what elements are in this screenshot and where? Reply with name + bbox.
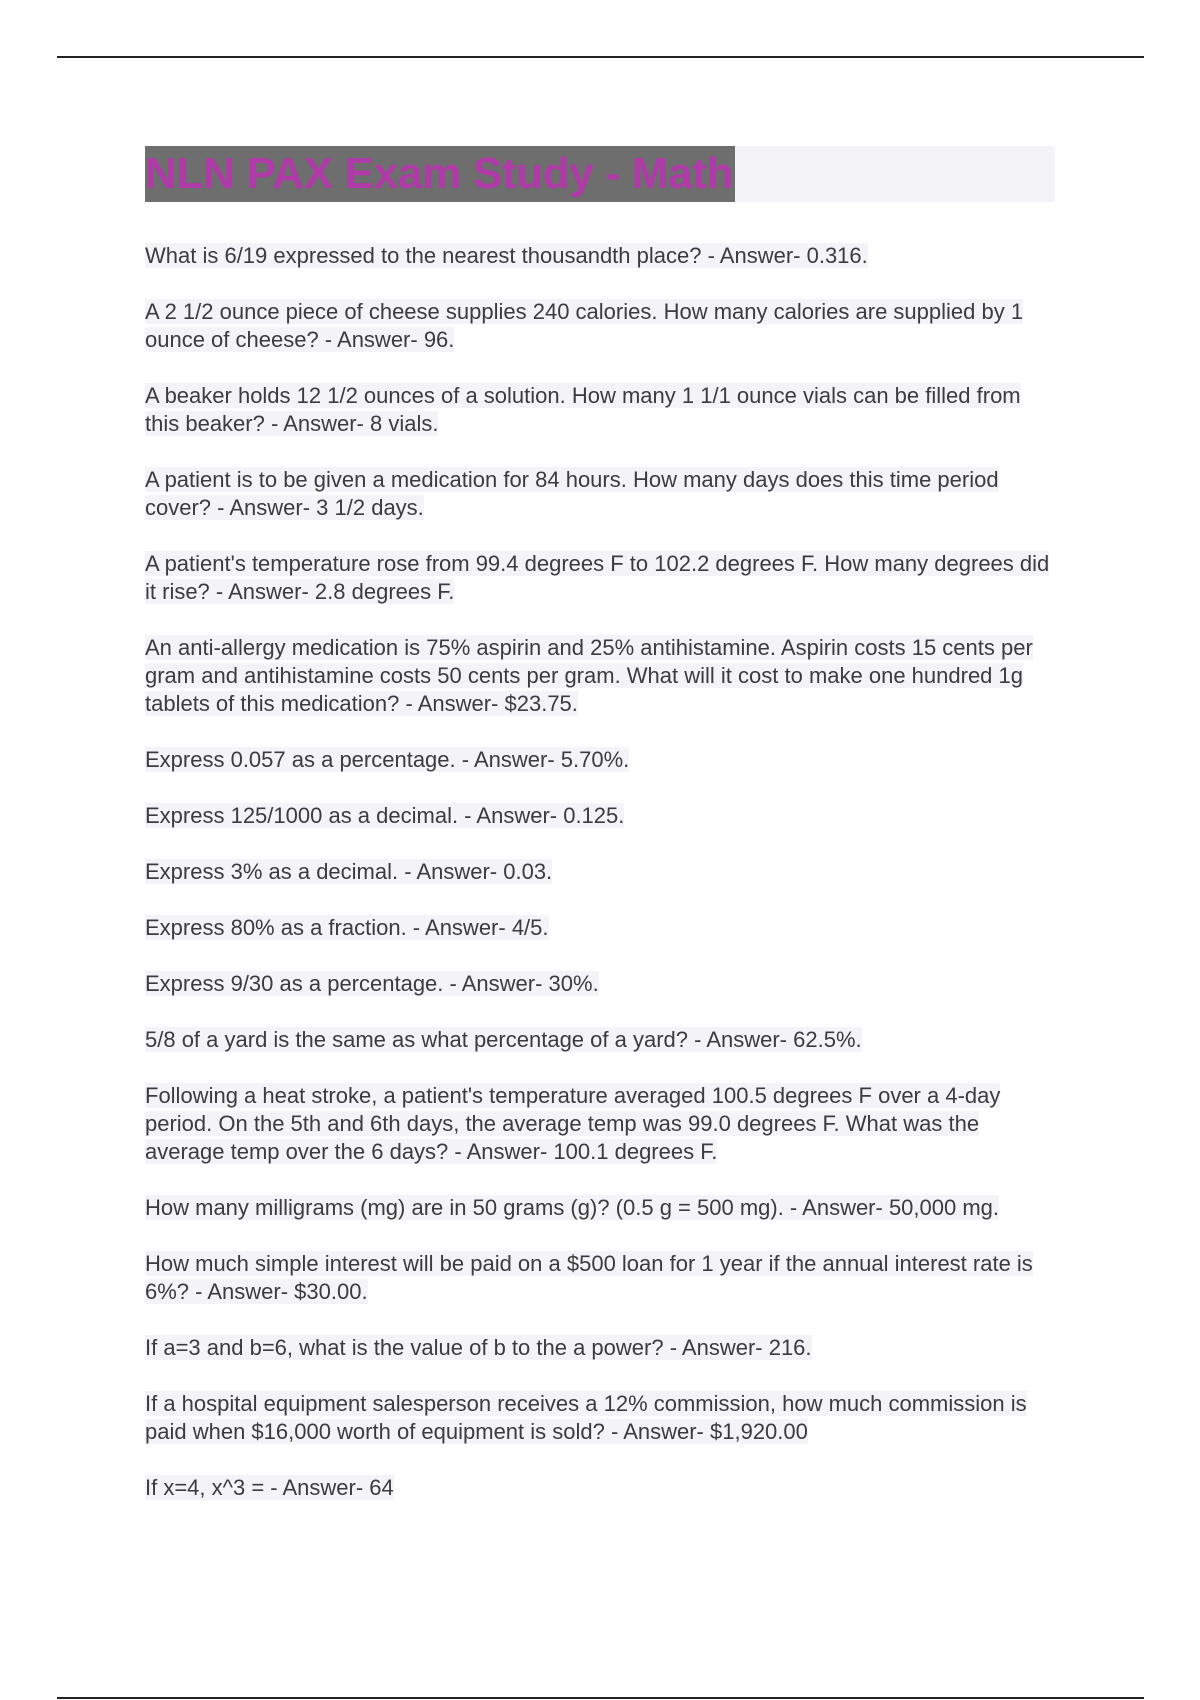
qa-text: If a=3 and b=6, what is the value of b to the a power? - Answer- 216.: [145, 1335, 812, 1360]
qa-text: Following a heat stroke, a patient's temperature averaged 100.5 degrees F over a 4-day period. On the 5th and 6th days, the average temp was 99.0 degrees F. What was the average temp over the 6 days? - Answer- 100.1 degrees F.: [145, 1083, 1001, 1164]
qa-item: [145, 1194, 1055, 1222]
title-row: [145, 146, 1055, 202]
document-body: [145, 146, 1055, 1530]
qa-item: [145, 914, 1055, 942]
qa-text: How much simple interest will be paid on a $500 loan for 1 year if the annual interest rate is 6%? - Answer- $30.00.: [145, 1251, 1033, 1304]
qa-text: If a hospital equipment salesperson receives a 12% commission, how much commission is paid when $16,000 worth of equipment is sold? - Answer- $1,920.00: [145, 1391, 1027, 1444]
qa-item: [145, 802, 1055, 830]
qa-item: [145, 466, 1055, 522]
qa-item: [145, 970, 1055, 998]
qa-text: A patient is to be given a medication for 84 hours. How many days does this time period cover? - Answer- 3 1/2 days.: [145, 467, 999, 520]
qa-text: Express 9/30 as a percentage. - Answer- 30%.: [145, 971, 599, 996]
page-title: NLN PAX Exam Study - Math: [145, 146, 735, 202]
qa-text: Express 125/1000 as a decimal. - Answer- 0.125.: [145, 803, 625, 828]
bottom-rule: [57, 1697, 1144, 1699]
qa-item: [145, 634, 1055, 718]
qa-item: [145, 1390, 1055, 1446]
qa-item: [145, 1250, 1055, 1306]
qa-item: [145, 382, 1055, 438]
qa-item: [145, 1474, 1055, 1502]
qa-item: [145, 550, 1055, 606]
qa-item: [145, 746, 1055, 774]
qa-text: Express 0.057 as a percentage. - Answer- 5.70%.: [145, 747, 630, 772]
top-rule: [57, 56, 1144, 58]
qa-item: [145, 858, 1055, 886]
qa-item: [145, 1082, 1055, 1166]
qa-text: A 2 1/2 ounce piece of cheese supplies 240 calories. How many calories are supplied by 1 ounce of cheese? - Answer- 96.: [145, 299, 1024, 352]
qa-item: [145, 242, 1055, 270]
qa-text: What is 6/19 expressed to the nearest thousandth place? - Answer- 0.316.: [145, 243, 868, 268]
qa-item: [145, 1026, 1055, 1054]
qa-text: 5/8 of a yard is the same as what percentage of a yard? - Answer- 62.5%.: [145, 1027, 862, 1052]
qa-text: Express 80% as a fraction. - Answer- 4/5.: [145, 915, 549, 940]
qa-item: [145, 1334, 1055, 1362]
qa-text: A patient's temperature rose from 99.4 degrees F to 102.2 degrees F. How many degrees did it rise? - Answer- 2.8 degrees F.: [145, 551, 1050, 604]
qa-text: How many milligrams (mg) are in 50 grams (g)? (0.5 g = 500 mg). - Answer- 50,000 mg.: [145, 1195, 1000, 1220]
qa-text: If x=4, x^3 = - Answer- 64: [145, 1475, 394, 1500]
qa-text: A beaker holds 12 1/2 ounces of a solution. How many 1 1/1 ounce vials can be filled from this beaker? - Answer- 8 vials.: [145, 383, 1021, 436]
qa-item: [145, 298, 1055, 354]
qa-text: An anti-allergy medication is 75% aspirin and 25% antihistamine. Aspirin costs 15 cents per gram and antihistamine costs 50 cents per gram. What will it cost to make one hundred 1g tablets of this medication? - Answer- $23.75.: [145, 635, 1033, 716]
qa-text: Express 3% as a decimal. - Answer- 0.03.: [145, 859, 553, 884]
qa-list: [145, 242, 1055, 1502]
